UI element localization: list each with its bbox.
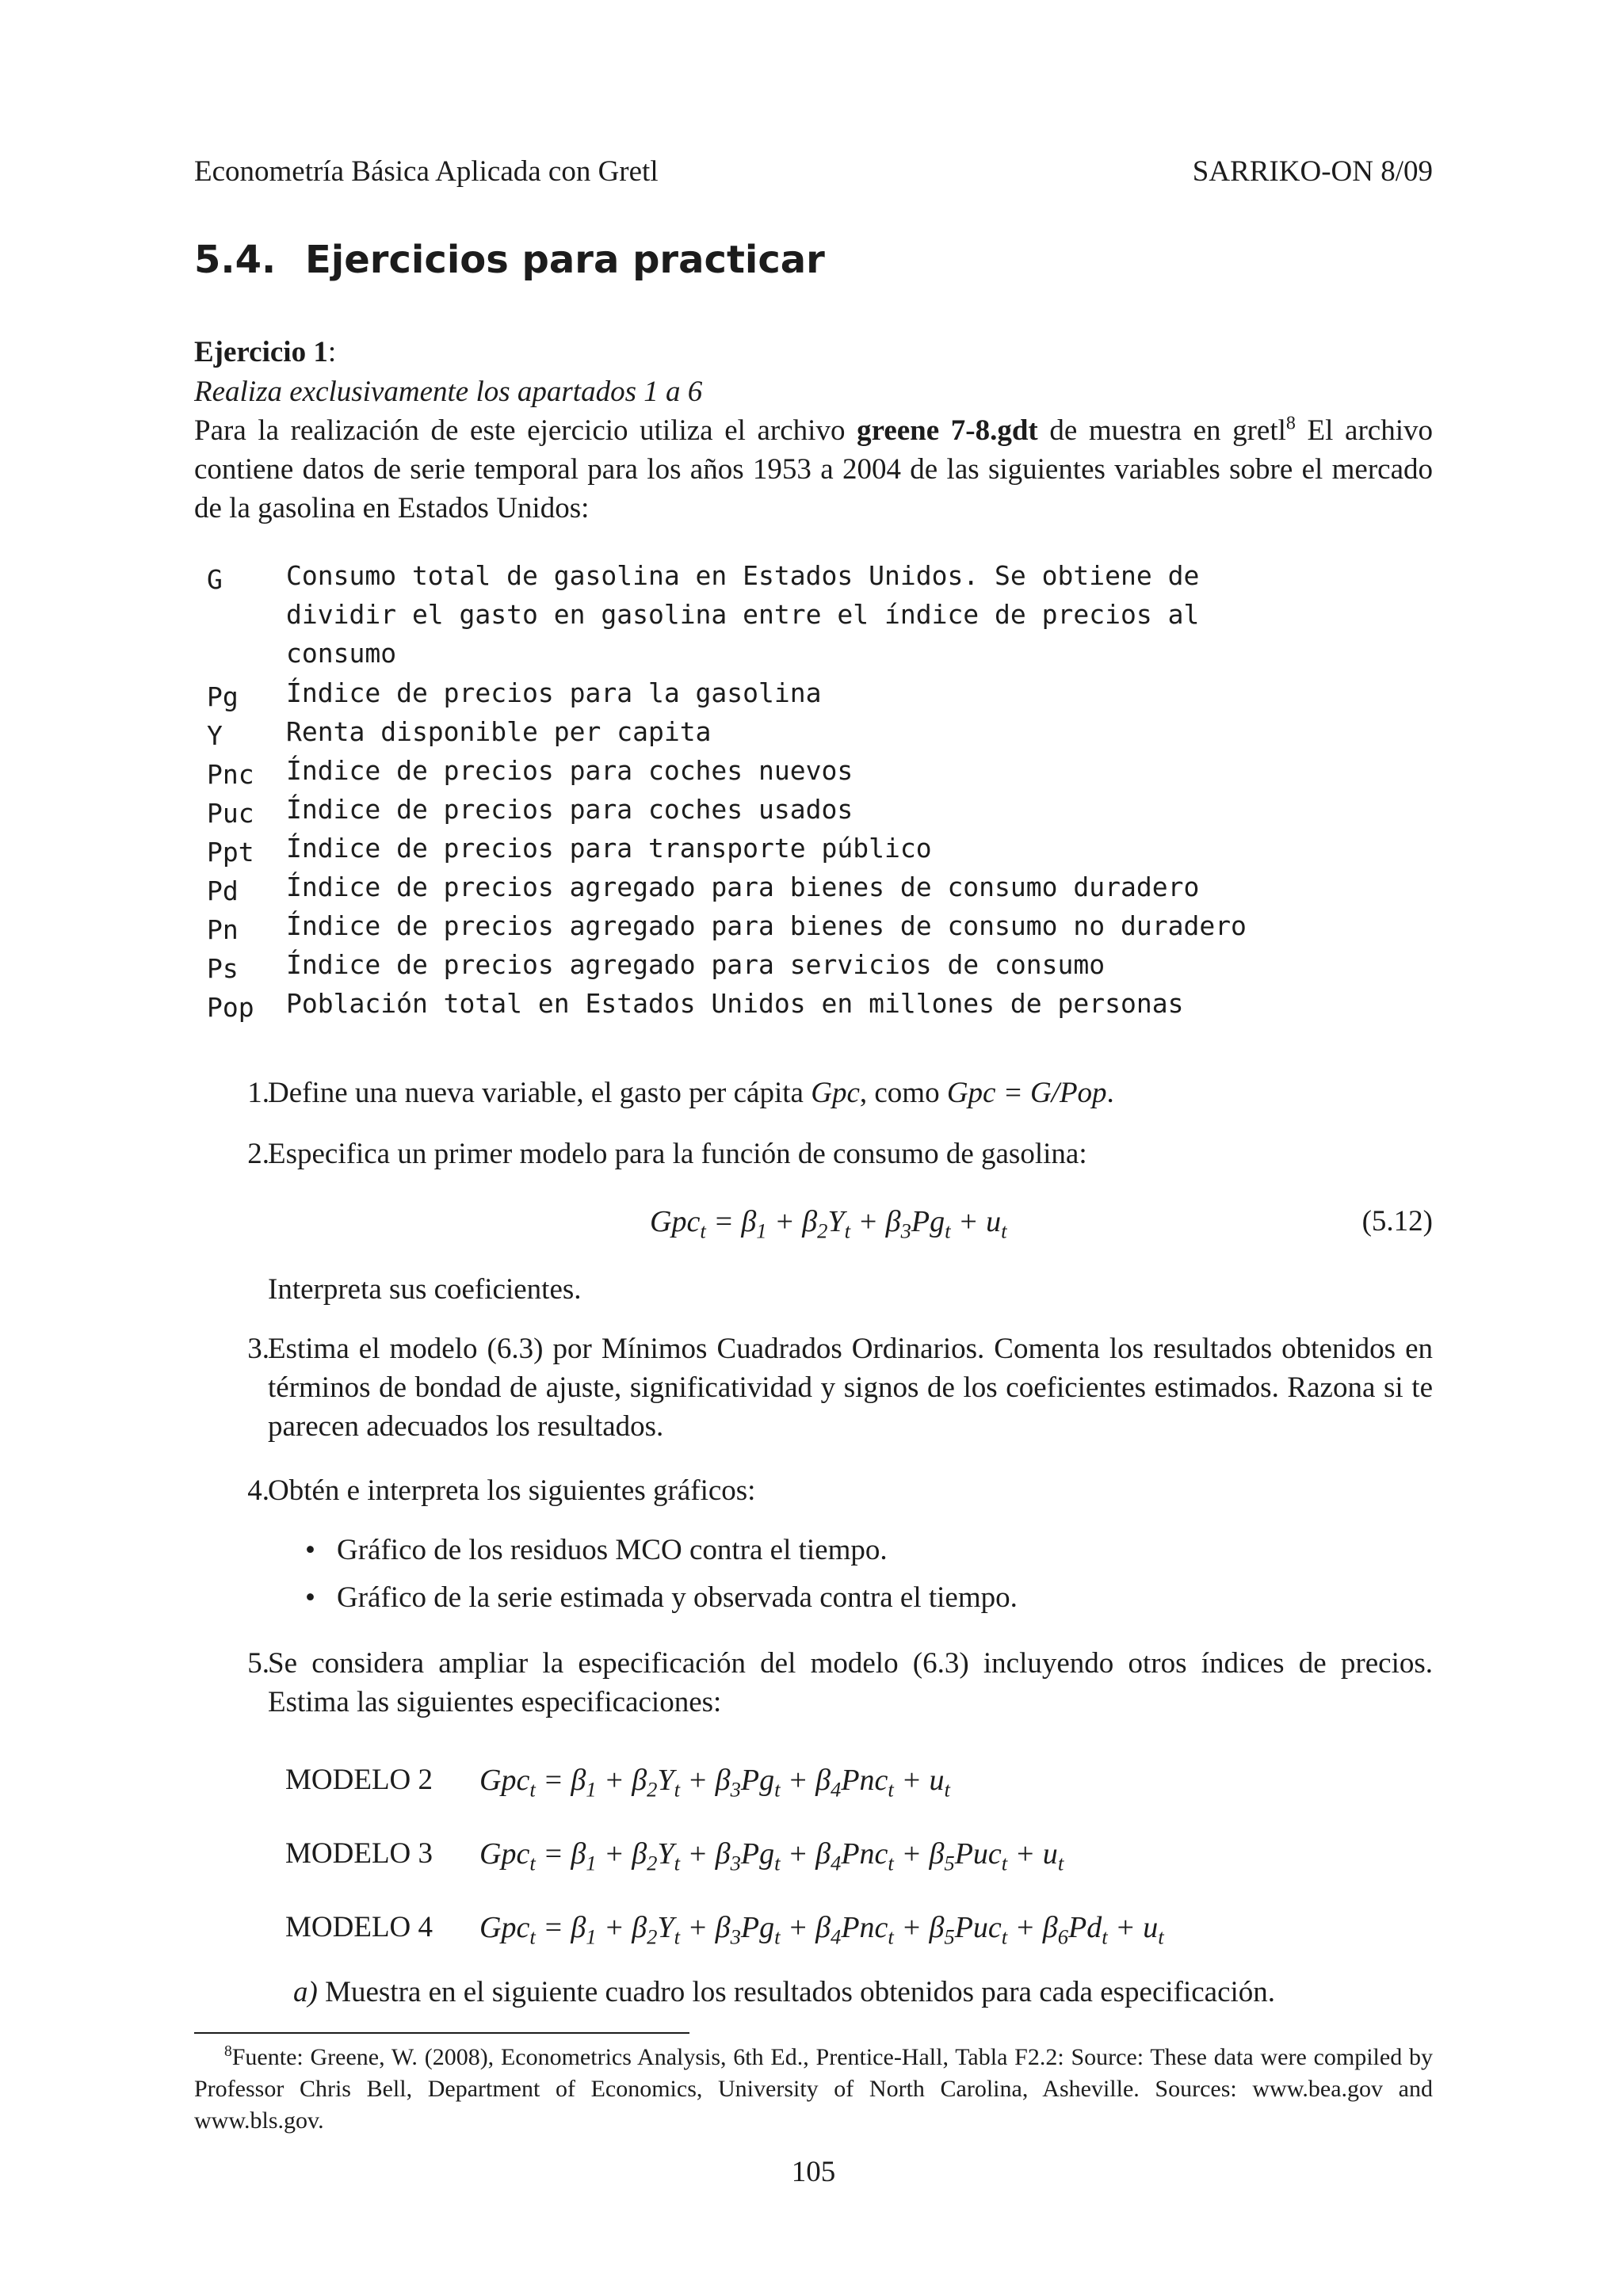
item-text: , como [859, 1077, 947, 1109]
page-number: 105 [791, 2156, 836, 2188]
item-2-followup: Interpreta sus coeficientes. [268, 1273, 582, 1306]
sub-item-text: Muestra en el siguiente cuadro los resultados obtenidos para cada especificación. [325, 1976, 1276, 2008]
variable-code: Pop [207, 992, 254, 1023]
running-header [194, 154, 1433, 194]
bullet-item: • Gráfico de los residuos MCO contra el tiempo. [305, 1534, 888, 1566]
item-body [268, 1329, 1433, 1446]
exercise-item-3 [194, 1329, 1433, 1448]
variable-description: Índice de precios para transporte público [286, 833, 932, 864]
bullet-text: Gráfico de la serie estimada y observada contra el tiempo. [337, 1581, 1018, 1614]
variable-description: Población total en Estados Unidos en millones de personas [286, 988, 1184, 1019]
item-number: 3. [247, 1333, 269, 1365]
header-series: SARRIKO-ON 8/09 [1192, 155, 1433, 188]
variable-description: Índice de precios agregado para servicios de consumo [286, 949, 1106, 980]
variable-description: Índice de precios para la gasolina [286, 677, 822, 708]
exercise-label [194, 333, 336, 372]
variable-code: Pg [207, 681, 239, 712]
exercise-label-colon: : [327, 336, 337, 368]
footnote-text: Fuente: Greene, W. (2008), Econometrics Analysis, 6th Ed., Prentice-Hall, Tabla F2.2: Source: These data were compiled by Professor Chris Bell, Department of Economics, University of North Carolina, Asheville. Sources: www.bea.gov and www.bls.gov. [194, 2044, 1433, 2134]
model-4-label: MODELO 4 [285, 1911, 433, 1943]
item-number: 4. [247, 1474, 269, 1507]
variable-code: Pd [207, 875, 239, 906]
variable-description: Índice de precios para coches usados [286, 794, 854, 825]
model-3-label: MODELO 3 [285, 1837, 433, 1870]
footnote [194, 2042, 1433, 2137]
bullet-item: • Gráfico de la serie estimada y observada contra el tiempo. [305, 1581, 1018, 1614]
variable-code: Pn [207, 914, 239, 945]
item-variable: Gpc [811, 1077, 860, 1109]
exercise-item-5 [194, 1644, 1433, 1723]
bullet-text: Gráfico de los residuos MCO contra el tiempo. [337, 1534, 888, 1566]
footnote-ref: 8 [1285, 413, 1296, 434]
sub-item-label: a) [293, 1976, 318, 2008]
item-number: 1. [247, 1077, 269, 1109]
variable-code: Puc [207, 798, 254, 829]
variable-code: Ps [207, 953, 239, 984]
variable-description: Renta disponible per capita [286, 716, 712, 747]
footnote-mark: 8 [224, 2043, 232, 2060]
item-body: Especifica un primer modelo para la función de consumo de gasolina: [268, 1138, 1087, 1170]
section-number: 5.4. [194, 238, 277, 282]
model-3-equation: $Gpc_t = \beta_1 + \beta_2Y_t + \beta_3Pg_t + \beta_4Pnc_t + \beta_5Puc_t + u_t$ [479, 1837, 1064, 1875]
item-text: Define una nueva variable, el gasto per cápita [268, 1077, 812, 1109]
variable-description: Consumo total de gasolina en Estados Unidos. Se obtiene de dividir el gasto en gasolina entre el índice de precios al consumo [286, 560, 1200, 669]
header-book-title: Econometría Básica Aplicada con Gretl [194, 155, 659, 188]
exercise-intro [194, 411, 1433, 528]
intro-text-c: El archivo contiene datos de serie temporal para los años 1953 a 2004 de las siguientes variables sobre el mercado de la gasolina en Estados Unidos: [194, 414, 1433, 524]
variable-description: Índice de precios agregado para bienes de consumo duradero [286, 871, 1200, 902]
equation-number: (5.12) [1361, 1205, 1433, 1238]
item-body [268, 1644, 1433, 1722]
footnote-rule [194, 2032, 689, 2034]
data-file-name: greene 7-8.gdt [857, 414, 1038, 447]
intro-text-a: Para la realización de este ejercicio utiliza el archivo [194, 414, 857, 447]
variable-code: Pnc [207, 759, 254, 790]
item-number: 5. [247, 1647, 269, 1680]
variable-code: Y [207, 720, 223, 751]
model-2-equation: $Gpc_t = \beta_1 + \beta_2Y_t + \beta_3Pg_t + \beta_4Pnc_t + u_t$ [479, 1764, 950, 1802]
model-4-equation: $Gpc_t = \beta_1 + \beta_2Y_t + \beta_3Pg_t + \beta_4Pnc_t + \beta_5Puc_t + \beta_6Pd_t + u_t$ [479, 1911, 1164, 1949]
item-text: . [1106, 1077, 1114, 1109]
variable-description: Índice de precios para coches nuevos [286, 755, 854, 786]
exercise-instruction: Realiza exclusivamente los apartados 1 a 6 [194, 376, 703, 408]
exercise-label-text: Ejercicio 1 [194, 336, 328, 368]
section-title: Ejercicios para practicar [305, 238, 825, 282]
model-2-label: MODELO 2 [285, 1764, 433, 1796]
item-text: Estima el modelo (6.3) por Mínimos Cuadrados Ordinarios. Comenta los resultados obtenidos en términos de bondad de ajuste, significatividad y signos de los coeficientes estimados. Razona si te parecen adecuados los resultados. [268, 1333, 1433, 1443]
variable-description: Índice de precios agregado para bienes de consumo no duradero [286, 910, 1247, 941]
intro-text-b: de muestra en gretl [1037, 414, 1286, 447]
item-text: Se considera ampliar la especificación del modelo (6.3) incluyendo otros índices de precios. Estima las siguientes especificaciones: [268, 1647, 1433, 1718]
variable-code: G [207, 564, 223, 595]
sub-item-a [293, 1973, 1275, 2012]
item-body [268, 1074, 1433, 1112]
document-page [194, 0, 1433, 2296]
item-body: Obtén e interpreta los siguientes gráficos: [268, 1474, 756, 1507]
equation-5-12: $Gpc_t = \beta_1 + \beta_2Y_t + \beta_3Pg_t + u_t$ [650, 1205, 1007, 1243]
item-formula: Gpc = G/Pop [946, 1077, 1107, 1109]
item-number: 2. [247, 1138, 269, 1170]
section-heading [194, 238, 825, 282]
variable-code: Ppt [207, 837, 254, 868]
